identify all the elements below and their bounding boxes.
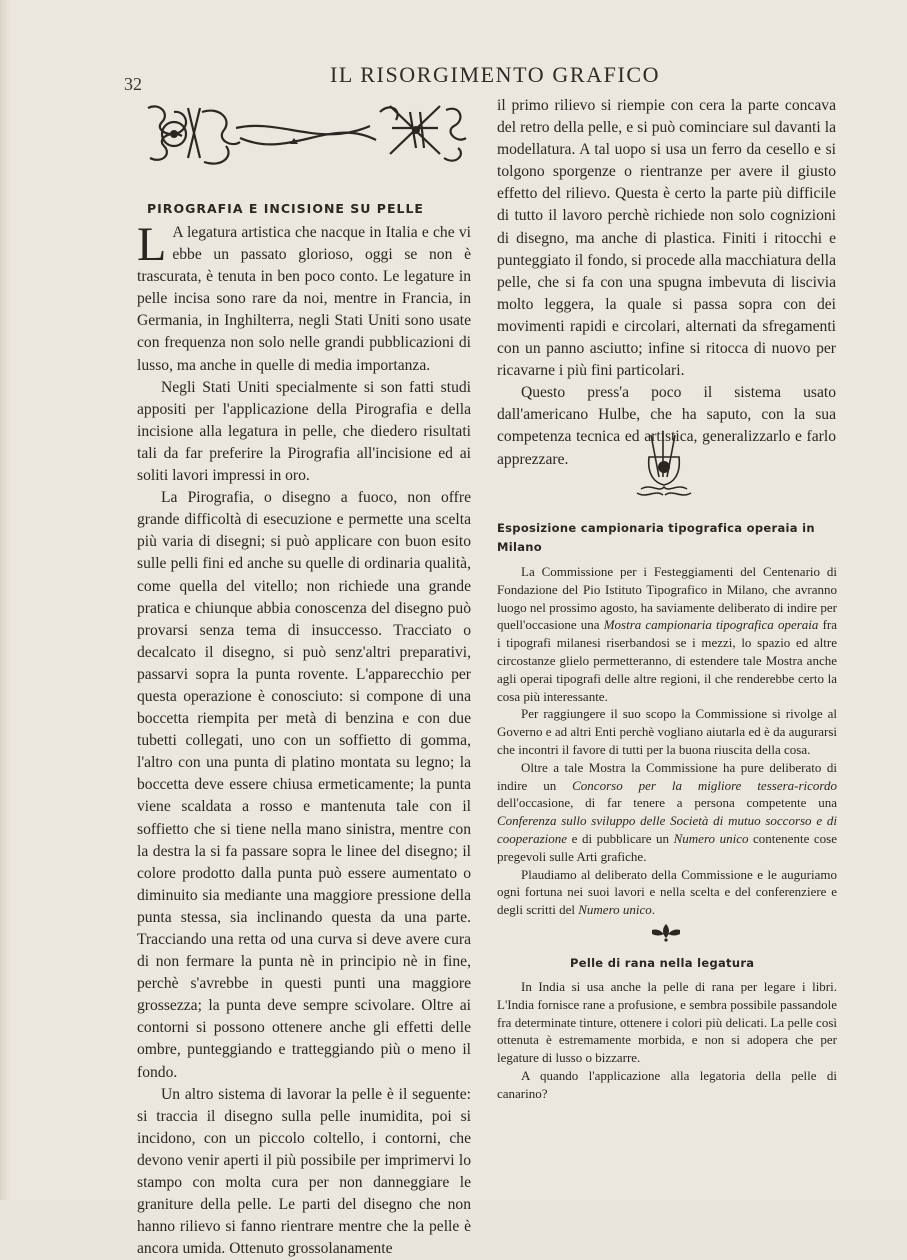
paragraph: L A legatura artistica che nacque in Italia e che vi ebbe un passato glorioso, oggi se non è trascurata, è tenuta in ben poco conto. Le legature in pelle incisa sono rare da noi, mentre in Francia, in Germania, in Inghilterra, negli Stati Uniti sono usate con frequenza non solo nelle grandi pubblicazioni di lusso, ma anche in quelle di media importanza. — [137, 218, 471, 374]
fleuron-icon — [650, 922, 682, 942]
paragraph: Negli Stati Uniti specialmente si son fatti studi appositi per l'applicazione della Pirografia e della incisione alla legatura in pelle, che diedero risultati tali da far preferire la Pirografia all'incisione ed ai soliti lavori impressi in oro. — [137, 378, 471, 485]
paragraph: Per raggiungere il suo scopo la Commissione si rivolge al Governo e ad altri Enti perchè vogliano aiutarla ed è da augurarsi che incontri il favore di tutti per la buona riuscita della cosa. — [497, 706, 837, 757]
paragraph: La Commissione per i Festeggiamenti del Centenario di Fondazione del Pio Istituto Tipografico in Milano, che avranno luogo nel prossimo agosto, ha saviamente deliberato di indire per quell'occasione una Mostra campionaria tipografica operaia fra i tipografi milanesi riserbandosi se i mezzi, lo spazio ed altre circostanze glielo permetteranno, di estendere tale Mostra anche agli operai tipografi delle altre regioni, il che renderebbe certo la cosa più interessante. — [497, 564, 837, 704]
article-title-pelle-di-rana: Pelle di rana nella legatura — [570, 956, 755, 970]
article-body-right-continuation — [497, 95, 836, 471]
paragraph: A quando l'applicazione alla legatoria della pelle di canarino? — [497, 1067, 837, 1101]
page-number: 32 — [124, 74, 142, 94]
article-body-pelle-di-rana — [497, 978, 837, 1103]
page-edge — [0, 0, 10, 1200]
running-title: IL RISORGIMENTO GRAFICO — [330, 62, 661, 87]
paragraph: Plaudiamo al deliberato della Commissione e le auguriamo ogni fortuna nei suoi lavori e nella scelta e del conferenziere e degli scritti del Numero unico. — [497, 866, 837, 918]
article-title-esposizione: Esposizione campionaria tipografica operaia in Milano — [497, 521, 815, 554]
paragraph: il primo rilievo si riempie con cera la parte concava del retro della pelle, e si può cominciare sul davanti la modellatura. A tal uopo si usa un ferro da cesello e si tolgono sporgenze o rientranze per avere il giusto effetto del rilievo. Questa è certo la parte più difficile di tutto il lavoro perchè richiede non solo cognizioni di disegno, ma anche di plastica. Finiti i ritocchi e punteggiato il fondo, si procede alla macchiatura della pelle, che si fa con una spugna imbevuta di liscivia molto leggera, la quale si passa sopra con dei movimenti rapidi e circolari, alternati da sfregamenti con un panno asciutto; infine si ritocca di nuovo per ricavarne i più fini particolari. — [497, 97, 836, 380]
article-body-esposizione — [497, 563, 837, 919]
art-nouveau-headpiece-icon — [140, 98, 470, 174]
paragraph: Oltre a tale Mostra la Commissione ha pure deliberato di indire un Concorso per la migliore tessera-ricordo dell'occasione, di far tenere a persona competente una Conferenza sullo sviluppo delle Società di mutuo soccorso e di cooperazione e di pubblicare un Numero unico contenente cose pregevoli sulle Arti grafiche. — [497, 759, 838, 864]
paragraph: Questo press'a poco il sistema usato dall'americano Hulbe, che ha saputo, con la sua competenza tecnica ed artistica, generalizzarlo e farlo apprezzare. — [497, 384, 836, 468]
paragraph: In India si usa anche la pelle di rana per legare i libri. L'India fornisce rane a profusione, e sembra possibile passandole fra determinate tinture, ottenere i colori più delicati. La pelle così ottenuta è estremamente morbida, e non si adopera che per legature di lusso o bizzarre. — [497, 979, 837, 1066]
emblem-vignette-icon — [633, 427, 695, 499]
article-title-pirografia: PIROGRAFIA E INCISIONE SU PELLE — [147, 201, 424, 216]
paragraph: Un altro sistema di lavorar la pelle è il seguente: si traccia il disegno sulla pelle inumidita, poi si incidono, con un piccolo coltello, i contorni, che devono venir aperti il più possibile per imprimervi lo stampo con molta cura per non danneggiare le graniture della pelle. Le parti del disegno che non hanno rilievo si fanno rientrare mentre che la pelle è ancora umida. Ottenuto grossolanamente — [137, 1085, 471, 1258]
dropcap: L — [137, 218, 167, 271]
article-body-left — [137, 218, 471, 1260]
paragraph: La Pirografia, o disegno a fuoco, non offre grande difficoltà di esecuzione e permette una scelta più varia di disegni; si può applicare con buon esito sulle pelli fini ed anche su quelle di ordinaria qualità, come quella del vitello; non richiede una grande pratica e chiunque abbia conoscenza del disegno può provarsi senza tema di insuccesso. Tracciato o decalcato il disegno, si può senz'altri preparativi, passarvi sopra la punta rovente. L'apparecchio per questa operazione è conosciuto: si compone di una boccetta riempita per metà di benzina e con due tubetti collegati, uno con un soffietto di gomma, l'altro con una punta di platino montata su legno; la boccetta deve essere chiusa ermeticamente; la punta viene scaldata a rosso e mantenuta tale con il soffietto che si tiene nella mano sinistra, mentre con la destra la si fa passare sopra le linee del disegno; il colore prodotto dalla punta può essere aumentato o diminuito sia mediante una maggiore pressione della punta stessa, sia inclinando questa da una parte. Tracciando una retta od una curva si deve avere cura di non fermare la punta nè in principio nè in fine, perchè s'avrebbe in questi punti una maggiore grossezza; la punta deve sempre scivolare. Oltre ai contorni si possono ottenere anche gli effetti delle ombre, punteggiando e tratteggiando più o meno il fondo. — [137, 489, 471, 1081]
